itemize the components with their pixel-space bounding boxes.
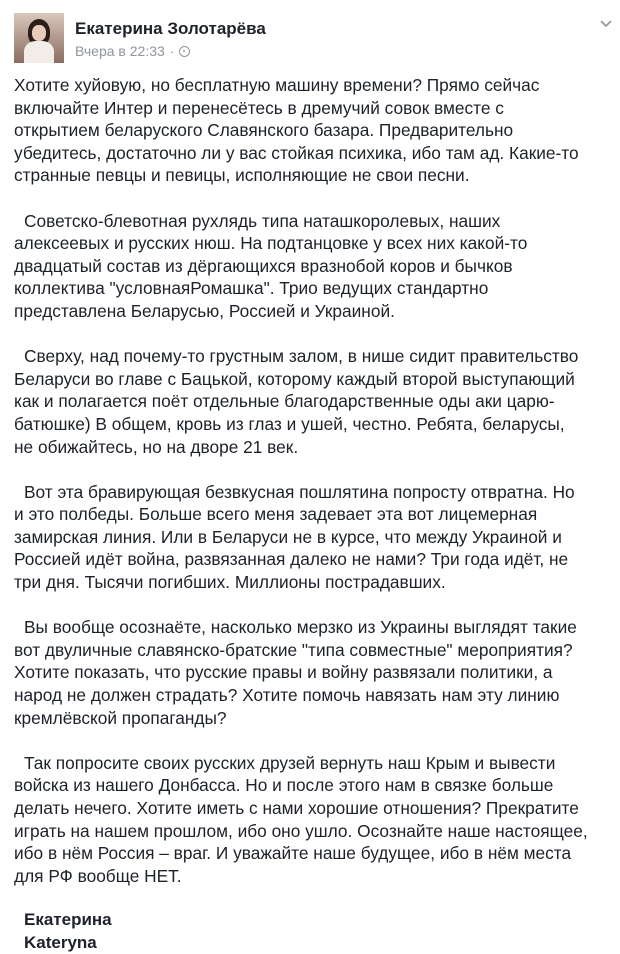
post-paragraph-2: Советско-блевотная рухлядь типа наташкоролевых, наших алексеевых и русских нюш. На подтанцовке у всех них какой-то двадцатый состав из дёргающихся вразнобой коров и бычков коллектива "условнаяРомашка". Трио ведущих стандартно представлена Беларусью, Россией и Украиной.: [14, 210, 528, 321]
signature-line-1: Екатерина: [24, 910, 112, 930]
signature-line-2: Kateryna: [24, 932, 97, 952]
post-subline: [75, 41, 266, 61]
post-paragraph-5: Вы вообще осознаёте, насколько мерзко из Украины выглядят такие вот двуличные славянско-братские "типа совместные" мероприятия? Хотите показать, что русские правы и войну развязали политики, а народ не должен страдать? Хотите помочь навязать нам эту линию кремлёвской пропаганды?: [14, 617, 577, 728]
chevron-down-icon[interactable]: [600, 18, 612, 30]
post-paragraph-6: Так попросите своих русских друзей вернуть наш Крым и вывести войска из нашего Донбасса. Но и после этого нам в связке больше делать нечего. Хотите иметь с нами хорошие отношения? Прекратите играть на нашем прошлом, ибо оно ушло. Осознайте наше настоящее, ибо в нём Россия – враг. И уважайте наше будущее, ибо в нём места для РФ вообще НЕТ.: [14, 752, 588, 886]
post-signature: [14, 909, 606, 954]
meta-separator: ·: [169, 43, 175, 59]
author-name[interactable]: Екатерина Золотарёва: [75, 19, 266, 38]
globe-icon[interactable]: [179, 46, 190, 57]
post-paragraph-3: Сверху, над почему-то грустным залом, в нише сидит правительство Беларуси во главе с Бацькой, которому каждый второй выступающий как и полагается поёт отдельные благодарственные оды аки царю- батюшке) В общем, кровь из глаз и ушей, честно. Ребята, беларусы, не обижайтесь, но на дворе 21 век.: [14, 346, 579, 457]
avatar[interactable]: [14, 13, 64, 63]
post-meta: [75, 10, 266, 61]
post-paragraph-4: Вот эта бравирующая безвкусная пошлятина попросту отвратна. Но и это полбеды. Больше всего меня задевает эта вот лицемерная замирская линия. Или в Беларуси не в курсе, что между Украиной и Россией идёт война, развязанная далеко не нами? Три года идёт, не три дня. Тысячи погибших. Миллионы пострадавших.: [14, 481, 575, 593]
post-timestamp[interactable]: Вчера в 22:33: [75, 43, 165, 59]
post-paragraph-1: Хотите хуйовую, но бесплатную машину времени? Прямо сейчас включайте Интер и перенесётесь в дремучий совок вместе с открытием беларуского Славянского базара. Предварительно убедитесь, достаточно ли у вас стойкая психика, ибо там ад. Какие-то странные певцы и певицы, исполняющие не свои песни.: [14, 75, 579, 186]
post-header: [14, 10, 606, 68]
post-body: [14, 74, 606, 887]
